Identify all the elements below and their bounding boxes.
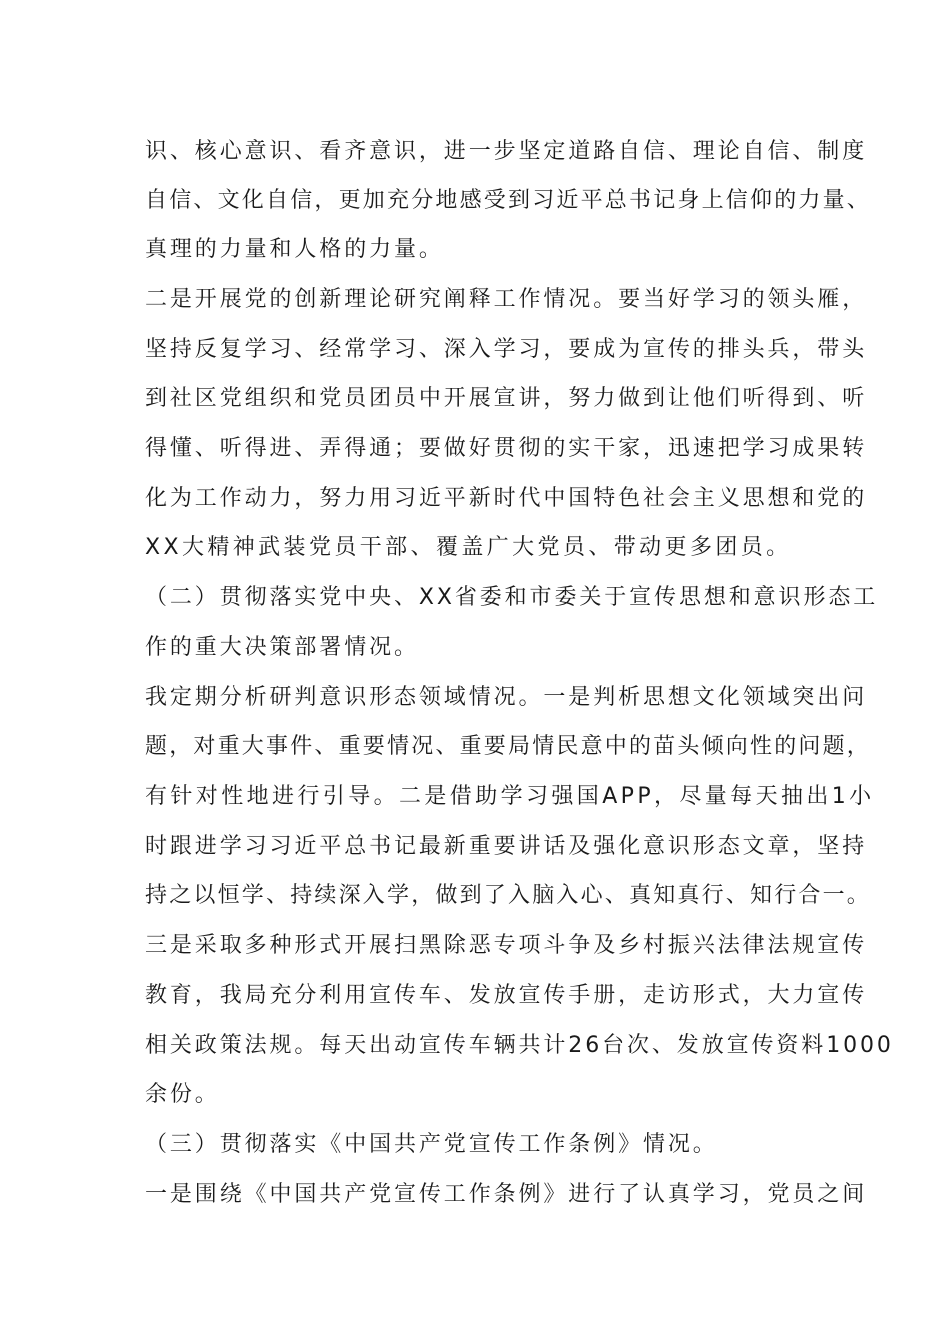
- body-text-line: 余份。: [145, 1082, 220, 1107]
- body-text-line: 化为工作动力，努力用习近平新时代中国特色社会主义思想和党的: [145, 486, 868, 511]
- body-text-line: 一是围绕《中国共产党宣传工作条例》进行了认真学习，党员之间: [145, 1182, 868, 1207]
- body-text-line: XX大精神武装党员干部、覆盖广大党员、带动更多团员。: [145, 535, 792, 560]
- body-text-line: 三是采取多种形式开展扫黑除恶专项斗争及乡村振兴法律法规宣传: [145, 933, 868, 958]
- body-text-line: 持之以恒学、持续深入学，做到了入脑入心、真知真行、知行合一。: [145, 883, 872, 908]
- section-heading: （三）贯彻落实《中国共产党宣传工作条例》情况。: [145, 1132, 718, 1157]
- body-text-line: 识、核心意识、看齐意识，进一步坚定道路自信、理论自信、制度: [145, 139, 868, 164]
- body-text-line: 相关政策法规。每天出动宣传车辆共计26台次、发放宣传资料1000: [145, 1033, 894, 1058]
- section-heading: （二）贯彻落实党中央、XX省委和市委关于宣传思想和意识形态工: [145, 585, 879, 610]
- body-text-line: 有针对性地进行引导。二是借助学习强国APP，尽量每天抽出1小: [145, 784, 875, 809]
- body-text-line: 坚持反复学习、经常学习、深入学习，要成为宣传的排头兵，带头: [145, 337, 868, 362]
- body-text-line: 真理的力量和人格的力量。: [145, 237, 444, 262]
- body-text-line: 题，对重大事件、重要情况、重要局情民意中的苗头倾向性的问题，: [145, 734, 872, 759]
- section-heading: 作的重大决策部署情况。: [145, 635, 419, 660]
- body-text-line: 我定期分析研判意识形态领域情况。一是判析思想文化领域突出问: [145, 685, 868, 710]
- body-text-line: 教育，我局充分利用宣传车、发放宣传手册，走访形式，大力宣传: [145, 983, 868, 1008]
- body-text-line: 二是开展党的创新理论研究阐释工作情况。要当好学习的领头雁，: [145, 287, 868, 312]
- body-text-line: 时跟进学习习近平总书记最新重要讲话及强化意识形态文章，坚持: [145, 834, 868, 859]
- body-text-line: 到社区党组织和党员团员中开展宣讲，努力做到让他们听得到、听: [145, 386, 868, 411]
- body-text-line: 得懂、听得进、弄得通；要做好贯彻的实干家，迅速把学习成果转: [145, 436, 868, 461]
- body-text-line: 自信、文化自信，更加充分地感受到习近平总书记身上信仰的力量、: [145, 188, 872, 213]
